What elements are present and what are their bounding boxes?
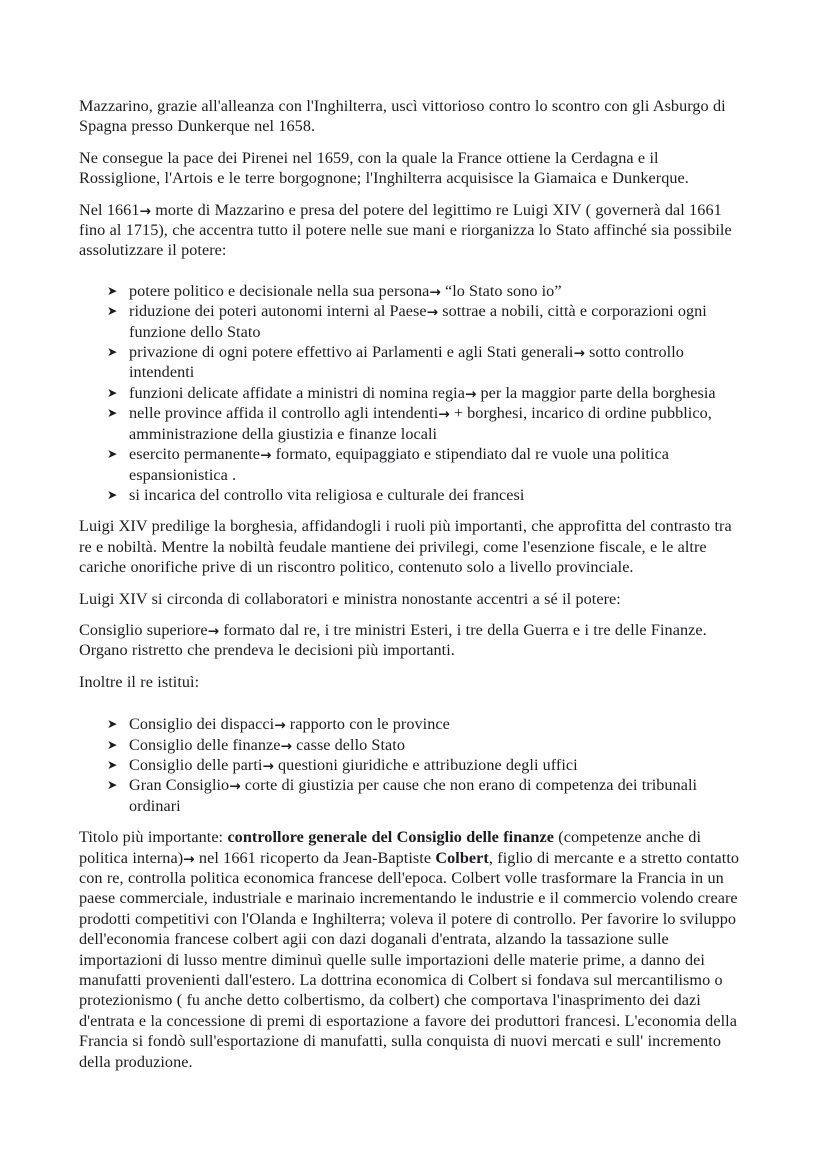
list-item-text-before: Consiglio delle finanze xyxy=(129,735,281,754)
right-arrow-icon: → xyxy=(426,304,439,321)
right-arrow-icon: → xyxy=(429,284,441,301)
paragraph-inoltre-istitui: Inoltre il re istituì: xyxy=(79,672,200,691)
list-item-text-after: “lo Stato sono io” xyxy=(440,281,562,300)
list-item xyxy=(79,775,740,816)
list-item-text-after: per la maggior parte della borghesia xyxy=(476,383,716,402)
colbert-parenthetical: (competenze anche di politica interna) xyxy=(79,828,702,867)
right-arrow-icon: → xyxy=(573,345,585,362)
list-item xyxy=(79,281,740,301)
list-item-text-after: + borghesi, incarico di ordine pubblico, amministrazione della giustizia e finanze locali xyxy=(129,404,712,443)
list-item-text-before: si incarica del controllo vita religiosa e culturale dei francesi xyxy=(129,485,525,504)
paragraph-consiglio-superiore xyxy=(79,620,740,661)
list-item-text-after: sottrae a nobili, città e corporazioni ogni funzione dello Stato xyxy=(129,302,707,341)
paragraph-colbert xyxy=(79,827,740,1072)
text-before-arrow: Consiglio superiore xyxy=(79,620,208,639)
paragraph-nel-1661 xyxy=(79,200,740,261)
paragraph-borghesia: Luigi XIV predilige la borghesia, affidandogli i ruoli più importanti, che approfitta del contrasto tra re e nobiltà. Mentre la nobiltà feudale mantiene dei privilegi, come l'esenzione fiscale, e le altre cariche onorifiche prive di un riscontro politico, contenuto solo a livello provinciale. xyxy=(79,517,732,577)
text-after-arrow: morte di Mazzarino e presa del potere del legittimo re Luigi XIV ( governerà dal 1661 fino al 1715), che accentra tutto il potere nelle sue mani e riorganizza lo Stato affinché sia possibile assolutizzare il potere: xyxy=(79,200,732,260)
text-before-arrow: Nel 1661 xyxy=(79,200,140,219)
list-item-text-before: Gran Consiglio xyxy=(129,776,230,795)
list-item-text-after: formato, equipaggiato e stipendiato dal re vuole una politica espansionistica . xyxy=(129,445,669,484)
list-item-text-before: riduzione dei poteri autonomi interni al Paese xyxy=(129,302,427,321)
right-arrow-icon: → xyxy=(464,386,477,403)
arrowhead-bullet-icon: ➤ xyxy=(107,344,118,360)
list-item xyxy=(79,403,740,444)
list-item-text-after: questioni giuridiche e attribuzione degli uffici xyxy=(273,755,578,774)
arrowhead-bullet-icon: ➤ xyxy=(107,777,118,793)
arrowhead-bullet-icon: ➤ xyxy=(107,384,118,400)
document-body xyxy=(79,96,740,1072)
list-spacer xyxy=(79,272,740,281)
list-item xyxy=(79,735,740,755)
right-arrow-icon: → xyxy=(260,447,272,464)
paragraph-collaboratori: Luigi XIV si circonda di collaboratori e ministra nonostante accentri a sé il potere: xyxy=(79,589,621,608)
list-item xyxy=(79,383,740,403)
arrowhead-bullet-icon: ➤ xyxy=(107,282,118,298)
list-item-text-after: rapporto con le province xyxy=(285,715,450,734)
right-arrow-icon: → xyxy=(207,623,220,640)
list-item-text-before: Consiglio dei dispacci xyxy=(129,715,275,734)
list-item-text-before: privazione di ogni potere effettivo ai Parlamenti e agli Stati generali xyxy=(129,343,574,362)
arrowhead-bullet-icon: ➤ xyxy=(107,486,118,502)
arrowhead-bullet-icon: ➤ xyxy=(107,405,118,421)
list-item-text-after: corte di giustizia per cause che non erano di competenza dei tribunali ordinari xyxy=(129,776,698,815)
list-item xyxy=(79,485,740,505)
colbert-name-bold: Colbert xyxy=(435,848,489,867)
list-item-text-before: potere politico e decisionale nella sua persona xyxy=(129,281,430,300)
arrowhead-bullet-icon: ➤ xyxy=(107,756,118,772)
list-item-text-before: esercito permanente xyxy=(129,445,261,464)
list-item-text-before: Consiglio delle parti xyxy=(129,755,263,774)
paragraph-mazzarino: Mazzarino, grazie all'alleanza con l'Inghilterra, uscì vittorioso contro lo scontro con gli Asburgo di Spagna presso Dunkerque nel 1658. xyxy=(79,97,726,136)
bullet-list-poteri xyxy=(79,281,740,505)
bullet-list-consigli xyxy=(79,714,740,816)
list-item xyxy=(79,714,740,734)
right-arrow-icon: → xyxy=(139,203,151,220)
text-after-arrow: formato dal re, i tre ministri Esteri, i tre della Guerra e i tre delle Finanze. Organo ristretto che prendeva le decisioni più importanti. xyxy=(79,620,707,660)
colbert-title-bold: controllore generale del Consiglio delle finanze xyxy=(227,828,554,847)
list-spacer xyxy=(79,703,740,712)
list-item xyxy=(79,444,740,485)
list-item-text-after: sotto controllo intendenti xyxy=(129,343,684,382)
arrowhead-bullet-icon: ➤ xyxy=(107,716,118,732)
right-arrow-icon: → xyxy=(274,717,286,734)
paragraph-pace-pirenei: Ne consegue la pace dei Pirenei nel 1659, con la quale la France ottiene la Cerdagna e il Rossiglione, l'Artois e le terre borgognone; l'Inghilterra acquisisce la Giamaica e Dunkerque. xyxy=(79,148,689,188)
right-arrow-icon: → xyxy=(280,738,292,755)
arrowhead-bullet-icon: ➤ xyxy=(107,446,118,462)
right-arrow-icon: → xyxy=(183,851,195,868)
colbert-body-text: , figlio di mercante e a stretto contatto con re, controlla politica economica francese dell'epoca. Colbert volle trasformare la Francia in un paese commerciale, industriale e marinaio incrementando le industrie e il commercio volendo creare prodotti competitivi con l'Olanda e Inghilterra; voleva il potere di controllo. Per favorire lo sviluppo dell'economia francese colbert agii con dazi doganali d'entrata, alzando la tassazione sulle importazioni di lusso mentre diminuì quelle sulle importazioni delle materie prime, a danno dei manufatti provenienti dall'estero. La dottrina economica di Colbert si fondava sul mercantilismo o protezionismo ( fu anche detto colbertismo, da colbert) che comportava l'inasprimento dei dazi d'entrata e la concessione di premi di esportazione a favore dei produttori francesi. L'economia della Francia si fondò sull'esportazione di manufatti, sulla conquista di nuovi mercati e sull' incremento della produzione. xyxy=(79,848,740,1071)
list-item-text-before: funzioni delicate affidate a ministri di nomina regia xyxy=(129,383,465,402)
list-item xyxy=(79,342,740,383)
colbert-appointment-text: nel 1661 ricoperto da Jean-Baptiste xyxy=(194,848,436,867)
list-item xyxy=(79,755,740,775)
right-arrow-icon: → xyxy=(229,778,241,795)
list-item-text-after: casse dello Stato xyxy=(291,735,406,754)
list-item-text-before: nelle province affida il controllo agli intendenti xyxy=(129,404,439,423)
right-arrow-icon: → xyxy=(262,758,274,775)
arrowhead-bullet-icon: ➤ xyxy=(107,736,118,752)
list-item xyxy=(79,301,740,342)
colbert-intro-text: Titolo più importante: xyxy=(79,828,228,847)
arrowhead-bullet-icon: ➤ xyxy=(107,303,118,319)
right-arrow-icon: → xyxy=(438,406,450,423)
